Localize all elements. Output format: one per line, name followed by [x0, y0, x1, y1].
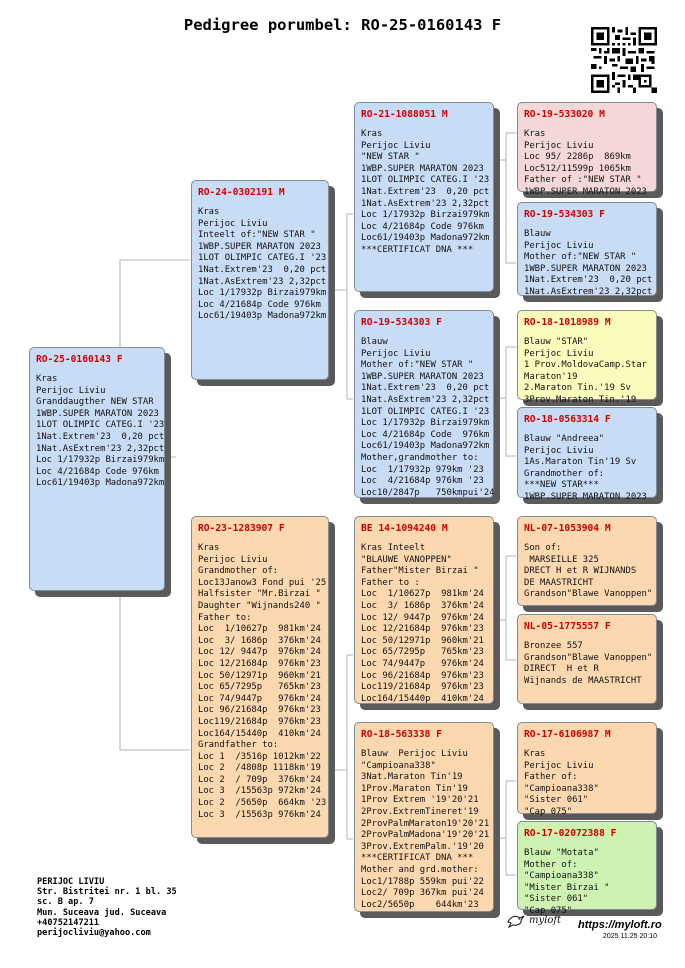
card-line: Kras: [198, 207, 220, 217]
card-line: 1Nat.AsExtrem'23 2,32pct: [361, 394, 490, 405]
card-line: Loc 12/21684p 976km'23: [198, 658, 321, 669]
pedigree-card-dsd[interactable]: [517, 614, 657, 704]
card-line: 2Prov.ExtremTineret'19: [361, 806, 479, 817]
card-line: 1WBP.SUPER MARATON 2023: [524, 491, 647, 502]
card-line: Grandson"Blawe Vanoppen": [524, 652, 653, 663]
ring-number: RO-17-6106987 M: [524, 729, 611, 740]
card-line: 1Nat.Extrem'23 0,20 pct: [36, 431, 165, 442]
card-line: Loc 1/17932p Birzai979km: [36, 455, 165, 466]
card-line: Loc119/21684p 976km'23: [198, 716, 321, 727]
card-line: Blauw Perijoc Liviu: [361, 749, 468, 759]
card-line: Loc 65/7295p 765km'23: [198, 682, 321, 693]
card-line: ***CERTIFICAT DNA ***: [361, 853, 474, 864]
card-line: Perijoc Liviu: [524, 240, 594, 251]
card-line: 1Nat.Extrem'23 0,20 pct: [361, 383, 490, 394]
card-line: Loc61/19403p Madona972km: [361, 441, 490, 452]
card-line: Blauw: [361, 337, 388, 347]
pedigree-card-sire-dam[interactable]: [354, 310, 494, 498]
card-line: Father of :"NEW STAR ": [524, 175, 642, 186]
card-line: Perijoc Liviu: [36, 385, 106, 396]
card-line: "Campioana338": [524, 783, 599, 794]
card-line: Loc 3 /15563p 972km'24: [198, 786, 321, 797]
card-line: "NEW STAR ": [361, 152, 420, 163]
card-line: Loc 74/9447p 976km'24: [198, 693, 321, 704]
card-line: ***NEW STAR***: [524, 480, 599, 491]
card-line: Loc 12/ 9447p 976km'24: [361, 612, 484, 623]
card-line: Son of:: [524, 543, 562, 553]
card-line: Loc 96/21684p 976km'23: [361, 670, 484, 681]
card-line: Perijoc Liviu: [198, 554, 268, 565]
card-line: Kras: [524, 129, 546, 139]
card-line: "Sister 061": [524, 795, 589, 806]
card-line: Loc 12/21684p 976km'23: [361, 624, 484, 635]
card-line: 1LOT OLIMPIC CATEG.I '23: [198, 253, 327, 264]
card-line: Loc2/5650p 644km'23: [361, 899, 479, 910]
card-line: Blauw "Motata": [524, 848, 599, 858]
ring-number: RO-24-0302191 M: [198, 187, 285, 198]
card-line: 1LOT OLIMPIC CATEG.I '23: [36, 420, 165, 431]
pedigree-card-dam-dam[interactable]: [354, 722, 494, 912]
card-line: Loc 1 /3516p 1012km'22: [198, 751, 321, 762]
card-line: Loc 50/12971p 960km'21: [361, 635, 484, 646]
card-line: Loc 3 /15563p 976km'24: [198, 809, 321, 820]
card-line: 1LOT OLIMPIC CATEG.I '23: [361, 175, 490, 186]
card-line: DE MAASTRICHT: [524, 577, 594, 588]
pedigree-card-dss[interactable]: [517, 516, 657, 606]
owner-line: sc. B ap. 7: [37, 897, 94, 908]
ring-number: NL-07-1053904 M: [524, 523, 611, 534]
myloft-logo: [506, 912, 561, 928]
card-line: Loc 95/ 2286p 869km: [524, 152, 631, 163]
card-line: Inteelt of:"NEW STAR ": [198, 230, 316, 241]
card-line: Loc 1/17932p 979km '23: [361, 464, 484, 475]
card-line: 3Prov.ExtremPalm.'19'20: [361, 841, 484, 852]
card-line: "Mister Birzai ": [524, 882, 610, 893]
card-line: Maraton'19: [524, 371, 578, 382]
card-line: Kras: [36, 374, 58, 384]
ring-number: RO-17-02072388 F: [524, 828, 617, 839]
pedigree-card-sire-sire[interactable]: [354, 102, 494, 292]
card-line: 1Prov.Maraton Tin'19: [361, 783, 468, 794]
pedigree-card-ddd[interactable]: [517, 821, 657, 916]
card-line: Blauw "Andreea": [524, 434, 605, 444]
card-line: 1LOT OLIMPIC CATEG.I '23: [361, 406, 490, 417]
card-line: Blauw "STAR": [524, 337, 589, 347]
card-line: Loc61/19403p Madona972km: [361, 233, 490, 244]
card-line: Loc 65/7295p 765km'23: [361, 647, 484, 658]
card-line: Perijoc Liviu: [198, 218, 268, 229]
timestamp: 2025.11.25 20:10: [603, 933, 657, 940]
card-line: Perijoc Liviu: [524, 348, 594, 359]
card-line: "Campioana338": [361, 760, 436, 771]
card-line: 1Nat.Extrem'23 0,20 pct: [198, 264, 327, 275]
card-line: Perijoc Liviu: [361, 140, 431, 151]
pedigree-card-ssd[interactable]: [517, 202, 657, 296]
card-line: 1Nat.AsExtrem'23 2,32pct: [36, 443, 165, 454]
card-line: ***CERTIFICAT DNA ***: [361, 244, 474, 255]
owner-line: PERIJOC LIVIU: [37, 877, 105, 887]
card-line: "Cap 075": [524, 806, 573, 817]
card-line: Halfsister "Mr.Birzai ": [198, 589, 321, 600]
card-line: Loc 4/21684p 976km '23: [361, 476, 484, 487]
pedigree-card-dds[interactable]: [517, 722, 657, 817]
card-line: Granddaugther NEW STAR: [36, 397, 154, 408]
card-line: Perijoc Liviu: [524, 140, 594, 151]
card-line: 1WBP.SUPER MARATON 2023: [36, 408, 159, 419]
card-line: Loc 1/10627p 981km'24: [198, 624, 321, 635]
card-line: Loc 12/ 9447p 976km'24: [198, 647, 321, 658]
card-line: Loc 2 /5650p 664km '23: [198, 798, 327, 809]
card-line: Loc61/19403p Madona972km: [36, 478, 165, 489]
card-line: 1Nat.AsExtrem'23 2,32pct: [524, 286, 653, 297]
card-line: 1WBP.SUPER MARATON 2023: [361, 371, 484, 382]
ring-number: NL-05-1775557 F: [524, 621, 611, 632]
card-line: Mother of:: [524, 859, 578, 870]
card-line: 1Prov Extrem '19'20'21: [361, 795, 479, 806]
card-line: 1 Prov.MoldovaCamp.Star: [524, 360, 647, 371]
card-line: "Campioana338": [524, 871, 599, 882]
pedigree-card-sdd[interactable]: [517, 407, 657, 502]
card-line: Perijoc Liviu: [361, 348, 431, 359]
card-line: 1WBP.SUPER MARATON 2023: [198, 241, 321, 252]
card-line: Loc 4/21684p Code 976km: [361, 221, 484, 232]
card-line: DRECT H et R WIJNANDS: [524, 566, 637, 577]
card-line: 1WBP.SUPER MARATON 2023: [524, 263, 647, 274]
card-line: Grandmother of:: [524, 468, 605, 479]
card-line: 1WBP.SUPER MARATON 2023: [361, 163, 484, 174]
card-line: Loc 3/ 1686p 376km'24: [198, 635, 321, 646]
owner-phone: +40752147211: [37, 917, 100, 928]
card-line: Kras Inteelt: [361, 543, 426, 553]
card-line: Loc164/15440p 410km'24: [198, 728, 321, 739]
card-line: Father"Mister Birzai ": [361, 566, 479, 577]
card-line: 1Nat.Extrem'23 0,20 pct: [524, 275, 653, 286]
card-line: Kras: [198, 543, 220, 553]
card-line: Grandmother of:: [198, 566, 279, 577]
card-line: "BLAUWE VANOPPEN": [361, 554, 452, 565]
owner-address: [37, 877, 177, 938]
card-line: Loc 4/21684p Code 976km: [36, 466, 159, 477]
card-line: Loc119/21684p 976km'23: [361, 682, 484, 693]
ring-number: RO-18-563338 F: [361, 729, 442, 740]
card-line: Bronzee 557: [524, 641, 583, 651]
card-line: 1Nat.Extrem'23 0,20 pct: [361, 186, 490, 197]
ring-number: RO-19-533020 M: [524, 109, 605, 120]
card-line: 1As.Maraton Tin'19 Sv: [524, 457, 637, 468]
card-line: Loc164/15440p 410km'24: [361, 693, 484, 704]
ring-number: RO-21-1088051 M: [361, 109, 448, 120]
card-line: "Sister 061": [524, 894, 589, 905]
card-line: Wijnands de MAASTRICHT: [524, 675, 642, 686]
card-line: Loc 1/17932p Birzai979km: [198, 288, 327, 299]
card-line: Grandson"Blawe Vanoppen": [524, 589, 653, 600]
card-line: Loc 4/21684p Code 976km: [361, 429, 490, 440]
logo-text: myloft: [529, 914, 562, 926]
card-line: 2.Maraton Tin.'19 Sv: [524, 383, 631, 394]
card-line: Mother of:"NEW STAR ": [524, 252, 637, 263]
pedigree-card-sss[interactable]: [517, 102, 657, 197]
pigeon-icon: [506, 912, 526, 928]
card-line: Grandfather to:: [198, 740, 279, 751]
card-line: "Cap 075": [524, 905, 573, 916]
ring-number: RO-19-534303 F: [361, 317, 442, 328]
card-line: Loc 1/17932p Birzai979km: [361, 418, 490, 429]
card-line: Loc 50/12971p 960km'21: [198, 670, 321, 681]
website-link[interactable]: https://myloft.ro: [578, 919, 662, 931]
card-line: Loc 2 /4808p 1118km'19: [198, 763, 321, 774]
card-line: Father of:: [524, 772, 578, 783]
pedigree-card-dam-sire[interactable]: [354, 516, 494, 704]
card-line: Daughter "Wijnands240 ": [198, 600, 321, 611]
ring-number: BE 14-1094240 M: [361, 523, 448, 534]
card-line: Mother,grandmother to:: [361, 452, 479, 463]
card-line: Father to:: [198, 612, 252, 623]
card-line: 2ProvPalmMaraton19'20'21: [361, 818, 490, 829]
ring-number: RO-23-1283907 F: [198, 523, 285, 534]
card-line: Perijoc Liviu: [524, 760, 594, 771]
pedigree-card-dam[interactable]: [191, 516, 329, 838]
ring-number: RO-25-0160143 F: [36, 354, 123, 365]
card-line: Loc 74/9447p 976km'24: [361, 658, 484, 669]
pedigree-card-sds[interactable]: [517, 310, 657, 405]
card-line: 2ProvPalmMadona'19'20'21: [361, 830, 490, 841]
card-line: Loc13Janow3 Fond pui '25: [198, 577, 327, 588]
owner-email[interactable]: perijocliviu@yahoo.com: [37, 928, 151, 939]
card-line: Loc 3/ 1686p 376km'24: [361, 600, 484, 611]
card-line: Kras: [361, 129, 383, 139]
card-line: Blauw: [524, 229, 551, 239]
owner-line: Mun. Suceava jud. Suceava: [37, 907, 167, 918]
pedigree-card-subject[interactable]: [29, 347, 165, 591]
ring-number: RO-19-534303 F: [524, 209, 605, 220]
card-line: Mother and grd.mother:: [361, 864, 479, 875]
ring-number: RO-18-1018989 M: [524, 317, 611, 328]
owner-line: Str. Bistritei nr. 1 bl. 35: [37, 887, 177, 898]
ring-number: RO-18-0563314 F: [524, 414, 611, 425]
card-line: 1WBP.SUPER MARATON 2023: [524, 186, 647, 197]
card-line: DIRECT H et R: [524, 664, 599, 675]
card-line: Loc 1/17932p Birzai979km: [361, 210, 490, 221]
card-line: Loc 96/21684p 976km'23: [198, 705, 321, 716]
page-title: Pedigree porumbel: RO-25-0160143 F: [183, 16, 502, 34]
card-line: Loc512/11599p 1065km: [524, 163, 631, 174]
card-line: Father to :: [361, 577, 420, 588]
card-line: Perijoc Liviu: [524, 445, 594, 456]
card-line: Loc 4/21684p Code 976km: [198, 299, 321, 310]
pedigree-card-sire[interactable]: [191, 180, 329, 380]
card-line: 1Nat.AsExtrem'23 2,32pct: [361, 198, 490, 209]
card-line: 3Nat.Maraton Tin'19: [361, 772, 463, 783]
card-line: Loc 2 / 709p 376km'24: [198, 774, 321, 785]
card-line: Loc61/19403p Madona972km: [198, 311, 327, 322]
card-line: Mother of:"NEW STAR ": [361, 360, 474, 371]
card-line: Kras: [524, 749, 546, 759]
card-line: MARSEILLE 325: [524, 554, 599, 565]
card-line: Loc2/ 709p 367km pui'24: [361, 888, 484, 899]
card-line: 1Nat.AsExtrem'23 2,32pct: [198, 276, 327, 287]
card-line: Loc10/2847p 750kmpui'24: [361, 487, 495, 498]
card-line: 3Prov.Maraton Tin.'19: [524, 394, 637, 405]
card-line: Loc1/1788p 559km pui'22: [361, 876, 484, 887]
card-line: Loc 1/10627p 981km'24: [361, 589, 484, 600]
